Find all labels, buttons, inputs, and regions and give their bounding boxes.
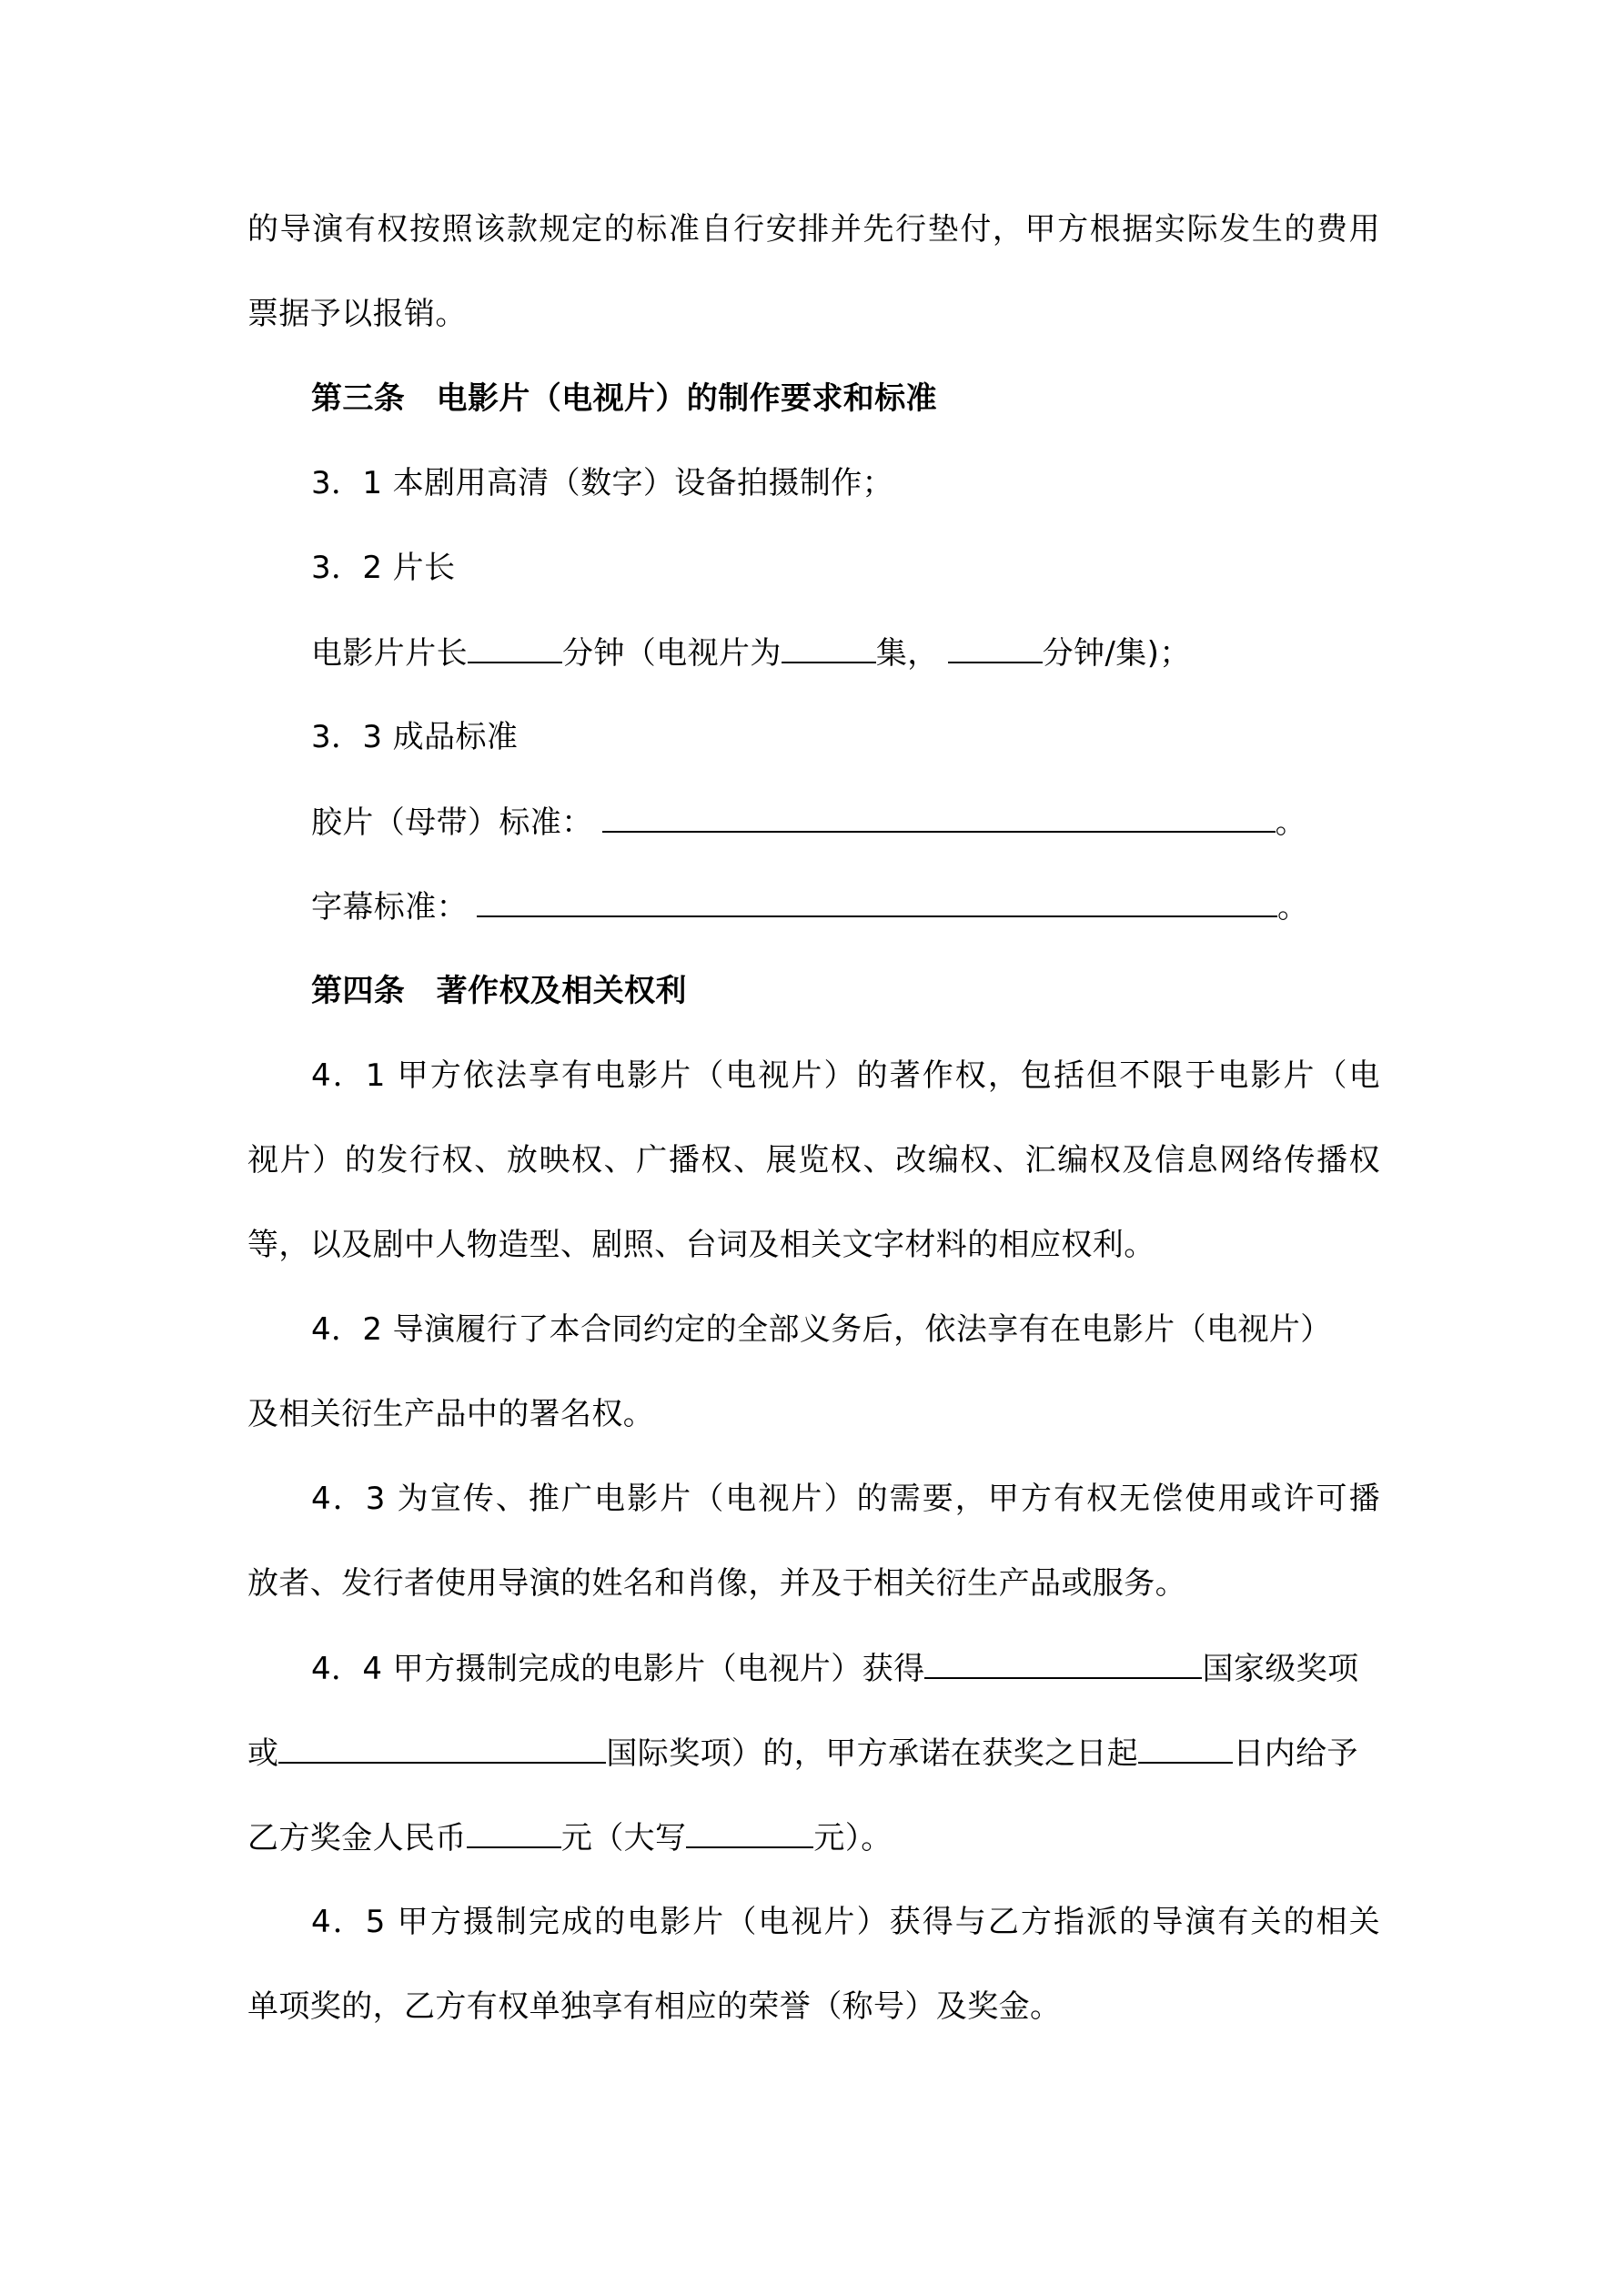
length-label: 电影片片长	[311, 635, 468, 672]
clause-text: 乙方奖金人民币	[247, 1820, 467, 1856]
clause-3-1: 3．1 本剧用高清（数字）设备拍摄制作；	[311, 465, 894, 501]
clause-text: 国家级奖项	[1202, 1651, 1359, 1687]
prize-amount-blank[interactable]	[467, 1819, 561, 1848]
length-label: 集，	[875, 635, 939, 672]
clause-text: 元（大写	[560, 1820, 687, 1856]
clause-4-4-line	[311, 1650, 1358, 1687]
paragraph-line: 的导演有权按照该款规定的标准自行安排并先行垫付，甲方根据实际发生的费用	[247, 211, 1380, 248]
clause-text: 4．4 甲方摄制完成的电影片（电视片）获得	[311, 1651, 925, 1687]
clause-text: 或	[247, 1735, 279, 1772]
clause-4-5-line: 单项奖的，乙方有权单独享有相应的荣誉（称号）及奖金。	[247, 1988, 1062, 2025]
period: 。	[1277, 889, 1309, 925]
clause-4-5-line: 4．5 甲方摄制完成的电影片（电视片）获得与乙方指派的导演有关的相关	[311, 1904, 1380, 1940]
clause-4-2-line: 及相关衍生产品中的署名权。	[247, 1396, 655, 1432]
period: 。	[1275, 804, 1307, 841]
clause-4-1-line: 4．1 甲方依法享有电影片（电视片）的著作权，包括但不限于电影片（电	[311, 1057, 1380, 1094]
clause-3-2: 3．2 片长	[311, 550, 456, 586]
clause-text: 日内给予	[1233, 1735, 1358, 1772]
length-line	[311, 634, 1191, 672]
clause-4-4-line	[247, 1735, 1358, 1772]
clause-text: 元）。	[813, 1820, 893, 1856]
clause-text: 国际奖项）的，甲方承诺在获奖之日起	[606, 1735, 1139, 1772]
subtitle-standard-label: 字幕标准：	[311, 889, 468, 925]
article-4-heading: 第四条 著作权及相关权利	[311, 973, 687, 1009]
length-label: 分钟（电视片为	[562, 635, 782, 672]
clause-4-3-line: 4．3 为宣传、推广电影片（电视片）的需要，甲方有权无偿使用或许可播	[311, 1481, 1380, 1517]
film-minutes-blank[interactable]	[468, 634, 562, 663]
subtitle-standard-line	[311, 888, 1308, 925]
film-standard-blank[interactable]	[602, 804, 1276, 833]
article-3-heading: 第三条 电影片（电视片）的制作要求和标准	[311, 380, 937, 417]
national-award-blank[interactable]	[924, 1650, 1202, 1679]
paragraph-line: 票据予以报销。	[247, 296, 467, 332]
clause-4-1-line: 视片）的发行权、放映权、广播权、展览权、改编权、汇编权及信息网络传播权	[247, 1142, 1380, 1178]
days-blank[interactable]	[1138, 1735, 1233, 1764]
international-award-blank[interactable]	[278, 1735, 606, 1764]
subtitle-standard-blank[interactable]	[477, 888, 1277, 917]
clause-4-1-line: 等，以及剧中人物造型、剧照、台词及相关文字材料的相应权利。	[247, 1227, 1155, 1263]
minutes-per-episode-blank[interactable]	[948, 634, 1043, 663]
clause-3-3: 3．3 成品标准	[311, 719, 519, 755]
length-label: 分钟/集)；	[1042, 635, 1191, 672]
clause-4-2-line: 4．2 导演履行了本合同约定的全部义务后，依法享有在电影片（电视片）	[311, 1311, 1332, 1348]
film-standard-label: 胶片（母带）标准：	[311, 804, 593, 841]
film-standard-line	[311, 804, 1306, 841]
episodes-blank[interactable]	[782, 634, 876, 663]
clause-4-4-line	[247, 1819, 893, 1856]
prize-amount-words-blank[interactable]	[686, 1819, 813, 1848]
clause-4-3-line: 放者、发行者使用导演的姓名和肖像，并及于相关衍生产品或服务。	[247, 1565, 1186, 1602]
